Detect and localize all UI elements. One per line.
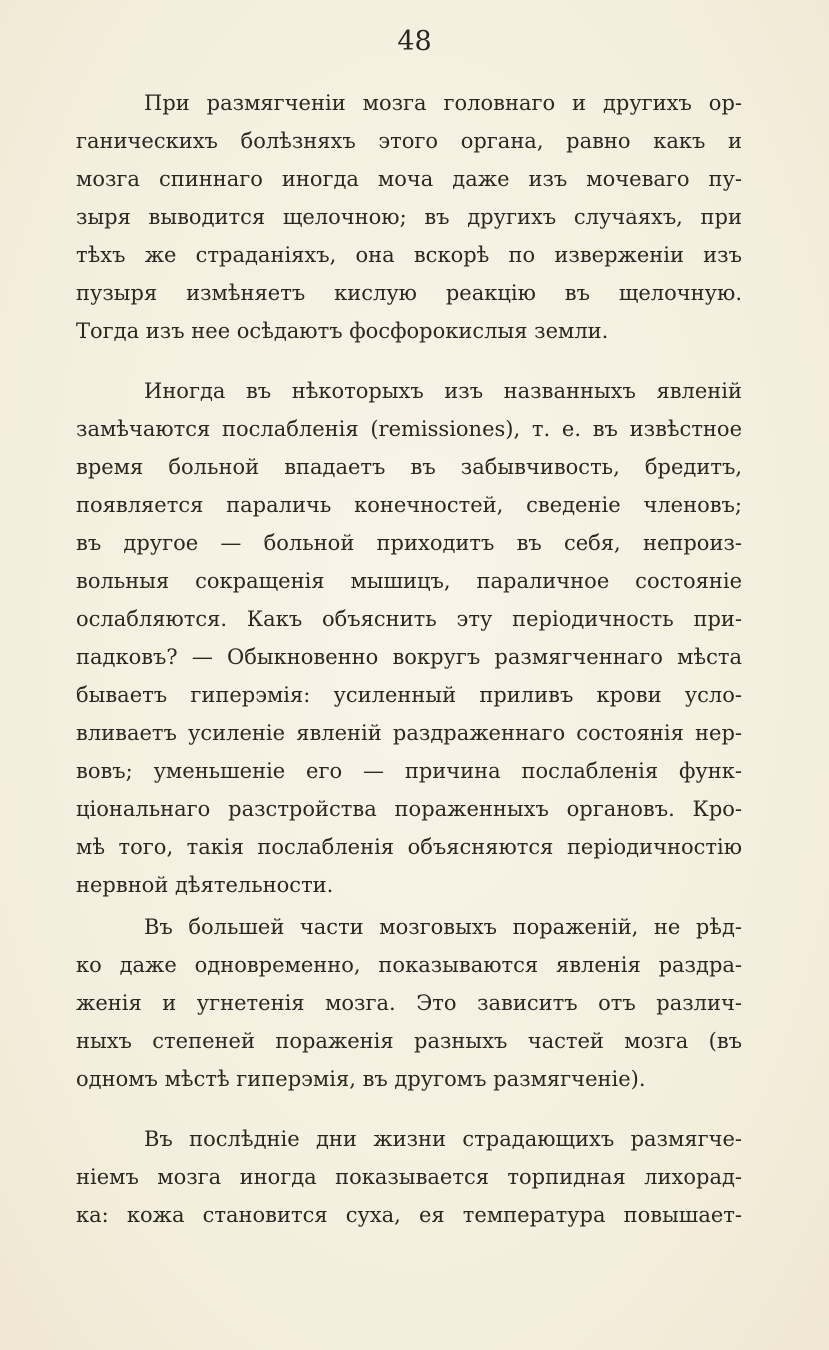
text-line: Въ послѣдніе дни жизни страдающихъ размягче-	[144, 1127, 742, 1151]
text-line: Тогда изъ нее осѣдаютъ фосфорокислыя земли.	[76, 319, 609, 343]
page-number: 48	[397, 26, 432, 57]
text-line: появляется параличь конечностей, сведеніе членовъ;	[76, 493, 742, 517]
paragraph-4	[76, 1120, 742, 1234]
text-line: ціональнаго разстройства пораженныхъ органовъ. Кро-	[76, 797, 742, 821]
paragraph-2	[76, 372, 742, 904]
text-line: ослабляются. Какъ объяснить эту періодичность при-	[76, 607, 742, 631]
text-line: одномъ мѣстѣ гиперэмія, въ другомъ размягченіе).	[76, 1067, 646, 1091]
text-line: ко даже одновременно, показываются явленія раздра-	[76, 953, 742, 977]
text-line: мозга спиннаго иногда моча даже изъ мочеваго пу-	[76, 167, 742, 191]
text-line: вовъ; уменьшеніе его — причина послабленія функ-	[76, 759, 742, 783]
paragraph-3	[76, 908, 742, 1098]
text-line: мѣ того, такія послабленія объясняются періодичностію	[76, 835, 742, 859]
text-line: пузыря измѣняетъ кислую реакцію въ щелочную.	[76, 281, 742, 305]
paragraph-1	[76, 84, 742, 350]
text-line: женія и угнетенія мозга. Это зависитъ отъ различ-	[76, 991, 742, 1015]
text-line: вольныя сокращенія мышицъ, параличное состояніе	[76, 569, 742, 593]
text-line: тѣхъ же страданіяхъ, она вскорѣ по изверженіи изъ	[76, 243, 742, 267]
text-line: падковъ? — Обыкновенно вокругъ размягченнаго мѣста	[76, 645, 742, 669]
text-line: ныхъ степеней пораженія разныхъ частей мозга (въ	[76, 1029, 742, 1053]
text-line: вливаетъ усиленіе явленій раздраженнаго состоянія нер-	[76, 721, 742, 745]
text-line: время больной впадаетъ въ забывчивость, бредитъ,	[76, 455, 742, 479]
text-line: ганическихъ болѣзняхъ этого органа, равно какъ и	[76, 129, 742, 153]
text-line: При размягченіи мозга головнаго и другихъ ор-	[144, 91, 742, 115]
text-line: нервной дѣятельности.	[76, 873, 334, 897]
text-line: ніемъ мозга иногда показывается торпидная лихорад-	[76, 1165, 742, 1189]
text-line: въ другое — больной приходитъ въ себя, непроиз-	[76, 531, 742, 555]
text-line: Иногда въ нѣкоторыхъ изъ названныхъ явленій	[144, 379, 742, 403]
text-line: бываетъ гиперэмія: усиленный приливъ крови усло-	[76, 683, 742, 707]
text-line: замѣчаются послабленія (remissiones), т. е. въ извѣстное	[76, 417, 742, 441]
text-line: ка: кожа становится суха, ея температура повышает-	[76, 1203, 742, 1227]
text-line: зыря выводится щелочною; въ другихъ случаяхъ, при	[76, 205, 742, 229]
text-line: Въ большей части мозговыхъ пораженій, не рѣд-	[144, 915, 742, 939]
